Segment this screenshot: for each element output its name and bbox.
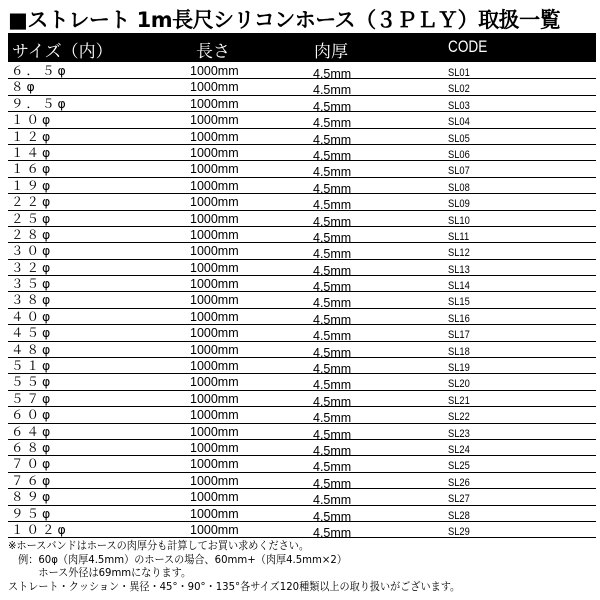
cell-size: ３５φ (11, 276, 54, 292)
cell-code: SL18 (448, 345, 470, 358)
cell-code: SL01 (448, 67, 470, 79)
cell-code: SL20 (448, 378, 470, 391)
cell-length: 1000mm (190, 260, 239, 275)
cell-size: ３８φ (11, 292, 54, 308)
table-row (8, 227, 596, 243)
table-row (8, 374, 596, 393)
cell-thickness: 4.5mm (313, 427, 352, 442)
header-code: CODE (448, 37, 488, 56)
cell-thickness: 4.5mm (313, 443, 352, 458)
cell-code: SL04 (448, 116, 470, 129)
cell-length: 1000mm (190, 80, 239, 95)
cell-code: SL24 (448, 443, 470, 456)
table-row (8, 473, 596, 489)
cell-code: SL08 (448, 181, 470, 194)
cell-code: SL28 (448, 509, 470, 522)
cell-code: SL11 (448, 230, 470, 243)
cell-size: １０２φ (11, 521, 69, 537)
table-row (8, 358, 596, 377)
table-row (8, 440, 596, 456)
table-row (8, 178, 596, 194)
cell-size: ８φ (11, 79, 38, 95)
cell-code: SL15 (448, 296, 470, 309)
table-row (8, 211, 596, 227)
cell-size: １４φ (11, 144, 54, 160)
cell-thickness: 4.5mm (313, 476, 352, 491)
cell-size: ２５φ (11, 210, 54, 226)
note-line: ストレート・クッション・異径・45°・90°・135°各サイズ120種類以上の取り扱いがございます。 (8, 579, 461, 593)
table-row (8, 243, 596, 262)
cell-size: ６．５φ (11, 63, 69, 78)
table-row (8, 407, 596, 426)
cell-code: SL02 (448, 83, 470, 96)
cell-thickness: 4.5mm (313, 312, 352, 327)
cell-code: SL06 (448, 148, 470, 161)
cell-thickness: 4.5mm (313, 362, 352, 377)
cell-length: 1000mm (190, 490, 239, 505)
cell-size: ７０φ (11, 456, 54, 472)
cell-length: 1000mm (190, 129, 239, 144)
cell-size: ６８φ (11, 439, 54, 455)
table-row (8, 112, 596, 131)
cell-thickness: 4.5mm (313, 378, 352, 393)
cell-code: SL17 (448, 329, 470, 342)
cell-length: 1000mm (190, 113, 239, 128)
cell-size: ３０φ (11, 243, 54, 259)
cell-thickness: 4.5mm (313, 148, 352, 163)
cell-thickness: 4.5mm (313, 214, 352, 229)
cell-code: SL22 (448, 411, 470, 424)
table-row (8, 194, 596, 213)
page-title: ■ストレート 1m長尺シリコンホース（３ＰＬＹ）取扱一覧 (8, 8, 561, 32)
table-header (8, 33, 596, 62)
cell-length: 1000mm (190, 391, 239, 406)
cell-thickness: 4.5mm (313, 198, 352, 213)
cell-code: SL14 (448, 280, 470, 293)
cell-thickness: 4.5mm (313, 329, 352, 344)
table-row (8, 391, 596, 407)
table-row (8, 161, 596, 180)
table-body (8, 63, 596, 538)
cell-size: ３２φ (11, 259, 54, 275)
cell-size: ９５φ (11, 505, 54, 521)
cell-length: 1000mm (190, 375, 239, 390)
cell-code: SL03 (448, 99, 470, 112)
cell-thickness: 4.5mm (313, 230, 352, 245)
note-line: 例：60φ（肉厚4.5mm）のホースの場合、60mm+（肉厚4.5mm×2） (8, 552, 347, 566)
cell-thickness: 4.5mm (313, 165, 352, 180)
cell-length: 1000mm (190, 408, 239, 423)
cell-length: 1000mm (190, 178, 239, 193)
table-row (8, 260, 596, 276)
table-row (8, 342, 596, 358)
cell-length: 1000mm (190, 64, 239, 78)
cell-length: 1000mm (190, 211, 239, 226)
cell-size: ５７φ (11, 390, 54, 406)
cell-thickness: 4.5mm (313, 509, 352, 524)
cell-code: SL29 (448, 525, 470, 538)
cell-length: 1000mm (190, 359, 239, 374)
cell-code: SL19 (448, 362, 470, 375)
cell-length: 1000mm (190, 162, 239, 177)
table-row (8, 96, 596, 112)
cell-thickness: 4.5mm (313, 394, 352, 409)
cell-code: SL16 (448, 312, 470, 325)
cell-length: 1000mm (190, 326, 239, 341)
cell-length: 1000mm (190, 145, 239, 160)
cell-thickness: 4.5mm (313, 99, 352, 114)
table-row (8, 325, 596, 344)
cell-size: ６０φ (11, 407, 54, 423)
table-row (8, 456, 596, 475)
cell-thickness: 4.5mm (313, 116, 352, 131)
cell-size: １０φ (11, 112, 54, 128)
cell-size: ８９φ (11, 489, 54, 505)
cell-length: 1000mm (190, 195, 239, 210)
cell-code: SL07 (448, 165, 470, 178)
cell-size: ５１φ (11, 358, 54, 374)
cell-length: 1000mm (190, 244, 239, 259)
cell-length: 1000mm (190, 96, 239, 111)
table-row (8, 276, 596, 295)
cell-code: SL27 (448, 493, 470, 506)
cell-length: 1000mm (190, 457, 239, 472)
cell-code: SL12 (448, 247, 470, 260)
cell-thickness: 4.5mm (313, 525, 352, 540)
header-thickness: 肉厚 (314, 42, 348, 62)
header-length: 長さ (196, 42, 230, 62)
cell-length: 1000mm (190, 440, 239, 455)
cell-thickness: 4.5mm (313, 67, 352, 81)
cell-size: １２φ (11, 128, 54, 144)
cell-size: ５５φ (11, 374, 54, 390)
table-row (8, 424, 596, 440)
cell-length: 1000mm (190, 277, 239, 292)
header-size: サイズ（内） (12, 42, 113, 62)
table-row (8, 522, 596, 538)
table-row (8, 309, 596, 325)
cell-thickness: 4.5mm (313, 181, 352, 196)
table-row (8, 63, 596, 79)
cell-size: ２２φ (11, 194, 54, 210)
cell-thickness: 4.5mm (313, 132, 352, 147)
table-row (8, 292, 596, 311)
cell-thickness: 4.5mm (313, 411, 352, 426)
table-row (8, 145, 596, 161)
cell-size: ２８φ (11, 226, 54, 242)
cell-code: SL26 (448, 476, 470, 489)
cell-size: １６φ (11, 161, 54, 177)
table-row (8, 129, 596, 145)
cell-code: SL21 (448, 394, 470, 407)
cell-size: ６４φ (11, 423, 54, 439)
cell-thickness: 4.5mm (313, 263, 352, 278)
cell-size: ７６φ (11, 472, 54, 488)
cell-thickness: 4.5mm (313, 296, 352, 311)
cell-thickness: 4.5mm (313, 280, 352, 295)
cell-thickness: 4.5mm (313, 83, 352, 98)
cell-length: 1000mm (190, 309, 239, 324)
cell-length: 1000mm (190, 424, 239, 439)
table-row (8, 506, 596, 522)
table-row (8, 489, 596, 508)
cell-length: 1000mm (190, 227, 239, 242)
note-line: ホース外径は69mmになります。 (8, 566, 192, 579)
cell-length: 1000mm (190, 293, 239, 308)
note-line: ※ホースバンドはホースの肉厚分も計算してお買い求めください。 (8, 539, 309, 552)
cell-size: １９φ (11, 177, 54, 193)
cell-thickness: 4.5mm (313, 460, 352, 475)
cell-thickness: 4.5mm (313, 247, 352, 262)
notes (8, 539, 500, 593)
cell-length: 1000mm (190, 506, 239, 521)
cell-length: 1000mm (190, 473, 239, 488)
cell-length: 1000mm (190, 342, 239, 357)
table-row (8, 79, 596, 98)
cell-size: ９．５φ (11, 95, 69, 111)
cell-code: SL25 (448, 460, 470, 473)
cell-code: SL10 (448, 214, 470, 227)
cell-size: ４０φ (11, 308, 54, 324)
cell-thickness: 4.5mm (313, 493, 352, 508)
cell-thickness: 4.5mm (313, 345, 352, 360)
cell-size: ４５φ (11, 325, 54, 341)
cell-code: SL23 (448, 427, 470, 440)
cell-code: SL13 (448, 263, 470, 276)
cell-code: SL05 (448, 132, 470, 145)
cell-length: 1000mm (190, 522, 239, 537)
cell-code: SL09 (448, 198, 470, 211)
cell-size: ４８φ (11, 341, 54, 357)
